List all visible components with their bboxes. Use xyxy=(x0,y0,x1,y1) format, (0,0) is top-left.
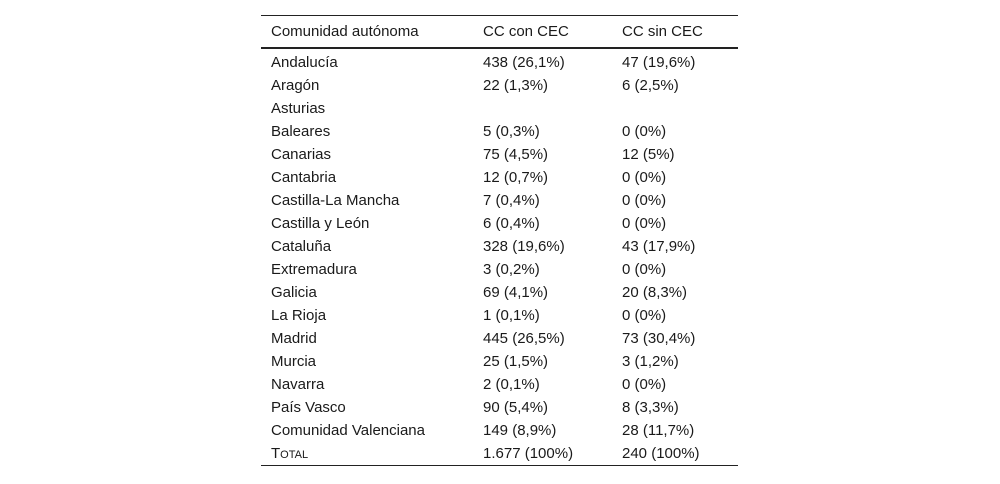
table-row xyxy=(261,235,738,258)
table-row xyxy=(261,350,738,373)
cell-cc-con-cec: 25 (1,5%) xyxy=(483,353,549,370)
cell-cc-con-cec: 6 (0,4%) xyxy=(483,215,540,232)
cell-comunidad: Baleares xyxy=(271,123,331,140)
cell-comunidad: Navarra xyxy=(271,376,325,393)
cell-cc-con-cec: 75 (4,5%) xyxy=(483,146,549,163)
cell-comunidad: Aragón xyxy=(271,77,320,94)
cell-cc-con-cec: 22 (1,3%) xyxy=(483,77,549,94)
table-row xyxy=(261,189,738,212)
cell-cc-sin-cec: 0 (0%) xyxy=(622,307,667,324)
header-row xyxy=(261,16,738,49)
cell-cc-con-cec: 1 (0,1%) xyxy=(483,307,540,324)
cell-comunidad: Madrid xyxy=(271,330,317,347)
table-row xyxy=(261,396,738,419)
cell-cc-con-cec xyxy=(483,97,622,120)
cell-comunidad: Cantabria xyxy=(271,169,337,186)
cell-cc-sin-cec: 0 (0%) xyxy=(622,169,667,186)
cell-cc-sin-cec: 0 (0%) xyxy=(622,123,667,140)
cell-comunidad: Andalucía xyxy=(271,54,338,71)
cell-cc-con-cec: 1.677 (100%) xyxy=(483,445,574,462)
cell-comunidad: Castilla y León xyxy=(271,215,370,232)
table-row xyxy=(261,258,738,281)
cell-comunidad: Extremadura xyxy=(271,261,357,278)
table-row xyxy=(261,327,738,350)
cell-cc-sin-cec: 28 (11,7%) xyxy=(622,422,695,439)
table-row xyxy=(261,212,738,235)
cell-cc-con-cec: 5 (0,3%) xyxy=(483,123,540,140)
cell-cc-sin-cec: 0 (0%) xyxy=(622,376,667,393)
cell-cc-sin-cec: 0 (0%) xyxy=(622,192,667,209)
cell-cc-con-cec: 69 (4,1%) xyxy=(483,284,549,301)
cell-comunidad: Castilla-La Mancha xyxy=(271,192,400,209)
cell-cc-sin-cec: 0 (0%) xyxy=(622,215,667,232)
table-row xyxy=(261,48,738,74)
cell-cc-con-cec: 2 (0,1%) xyxy=(483,376,540,393)
data-table-container xyxy=(261,15,738,466)
cell-cc-sin-cec: 0 (0%) xyxy=(622,261,667,278)
cell-cc-sin-cec: 8 (3,3%) xyxy=(622,399,679,416)
cell-cc-sin-cec: 3 (1,2%) xyxy=(622,353,679,370)
cell-comunidad: Comunidad Valenciana xyxy=(271,422,425,439)
cell-cc-con-cec: 3 (0,2%) xyxy=(483,261,540,278)
cell-comunidad: Asturias xyxy=(271,100,326,117)
cell-cc-con-cec: 438 (26,1%) xyxy=(483,54,565,71)
cell-cc-sin-cec: 47 (19,6%) xyxy=(622,54,696,71)
table-row xyxy=(261,97,738,120)
table-header xyxy=(261,16,738,49)
cell-comunidad: Total xyxy=(271,445,309,462)
cell-cc-sin-cec: 12 (5%) xyxy=(622,146,675,163)
header-comunidad: Comunidad autónoma xyxy=(271,23,419,40)
table-row xyxy=(261,304,738,327)
cell-cc-sin-cec: 240 (100%) xyxy=(622,445,700,462)
table-row xyxy=(261,74,738,97)
table-row xyxy=(261,281,738,304)
cell-cc-sin-cec xyxy=(622,97,738,120)
table-body xyxy=(261,48,738,466)
cell-comunidad: Cataluña xyxy=(271,238,332,255)
header-cc-sin-cec: CC sin CEC xyxy=(622,23,703,40)
cell-cc-sin-cec: 20 (8,3%) xyxy=(622,284,688,301)
table-row xyxy=(261,166,738,189)
cell-cc-con-cec: 445 (26,5%) xyxy=(483,330,565,347)
cell-comunidad: Canarias xyxy=(271,146,332,163)
table-row xyxy=(261,120,738,143)
cell-cc-con-cec: 7 (0,4%) xyxy=(483,192,540,209)
table-row xyxy=(261,143,738,166)
cell-comunidad: Galicia xyxy=(271,284,317,301)
cell-cc-sin-cec: 6 (2,5%) xyxy=(622,77,679,94)
cell-comunidad: Murcia xyxy=(271,353,317,370)
table-row xyxy=(261,373,738,396)
cell-cc-con-cec: 90 (5,4%) xyxy=(483,399,549,416)
total-row xyxy=(261,442,738,466)
table-row xyxy=(261,419,738,442)
cell-cc-con-cec: 328 (19,6%) xyxy=(483,238,565,255)
cell-cc-sin-cec: 43 (17,9%) xyxy=(622,238,696,255)
cell-comunidad: País Vasco xyxy=(271,399,346,416)
cell-cc-con-cec: 149 (8,9%) xyxy=(483,422,557,439)
cell-cc-con-cec: 12 (0,7%) xyxy=(483,169,549,186)
comunidades-table xyxy=(261,15,738,466)
cell-cc-sin-cec: 73 (30,4%) xyxy=(622,330,696,347)
cell-comunidad: La Rioja xyxy=(271,307,327,324)
header-cc-con-cec: CC con CEC xyxy=(483,23,569,40)
